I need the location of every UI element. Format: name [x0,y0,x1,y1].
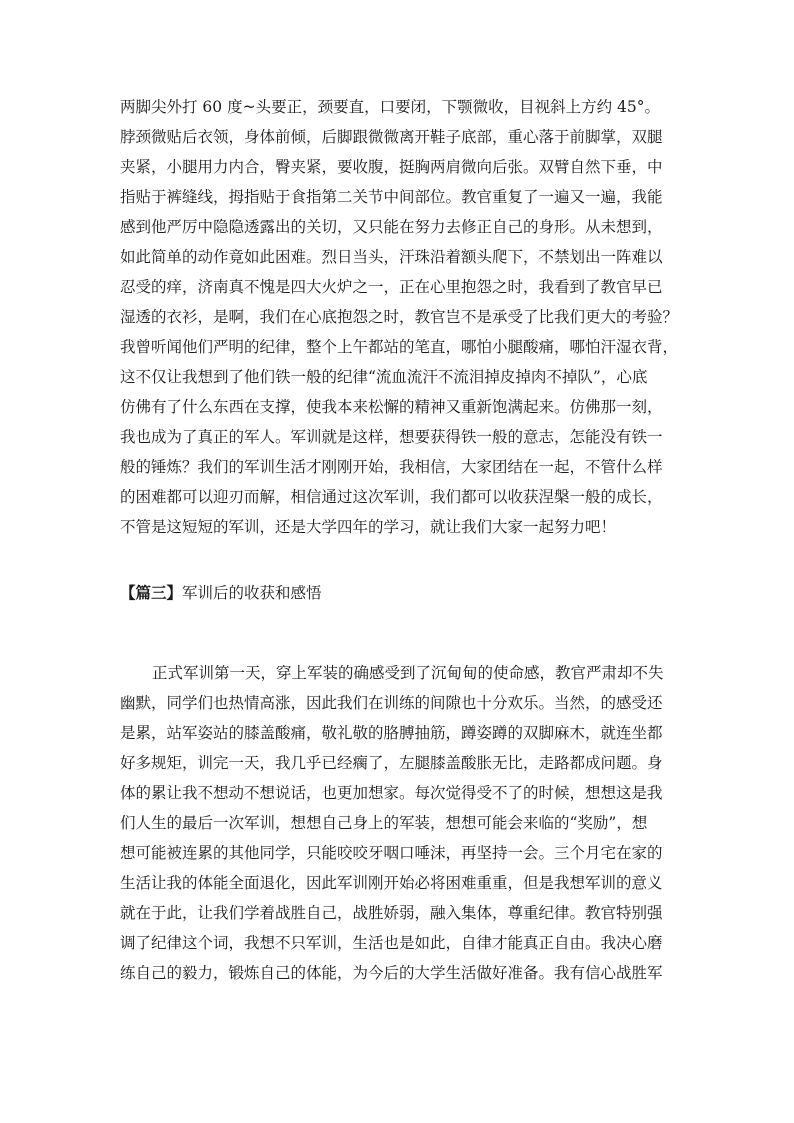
text-line: 想可能被连累的其他同学，只能咬咬牙咽口唾沫，再坚持一会。三个月宅在家的 [120,844,663,862]
text-line: 如此简单的动作竟如此困难。烈日当头，汗珠沿着额头爬下，不禁划出一阵难以 [120,248,663,266]
text-line: 两脚尖外打 60 度~头要正，颈要直，口要闭，下颚微收，目视斜上方约 45°。 [120,98,660,116]
text-line: 不管是这短短的军训，还是大学四年的学习，就让我们大家一起努力吧！ [120,518,617,536]
paragraph-2 [120,658,680,988]
paragraph-1 [120,92,680,542]
text-line: 这不仅让我想到了他们铁一般的纪律“流血流汗不流泪掉皮掉肉不掉队”，心底 [120,368,648,386]
text-line: 生活让我的体能全面退化，因此军训刚开始必将困难重重，但是我想军训的意义 [120,874,663,892]
section-heading [120,578,322,608]
text-line: 幽默，同学们也热情高涨，因此我们在训练的间隙也十分欢乐。当然，的感受还 [120,694,663,712]
text-line: 仿佛有了什么东西在支撑，使我本来松懈的精神又重新饱满起来。仿佛那一刻， [120,398,663,416]
text-line: 调了纪律这个词，我想不只军训，生活也是如此，自律才能真正自由。我决心磨 [120,934,663,952]
text-line: 忍受的痒，济南真不愧是四大火炉之一，正在心里抱怨之时，我看到了教官早已 [120,278,663,296]
text-line: 感到他严厉中隐隐透露出的关切，又只能在努力去修正自己的身形。从未想到， [120,218,663,236]
text-line: 我曾听闻他们严明的纪律，整个上午都站的笔直，哪怕小腿酸痛，哪怕汗湿衣背， [120,338,679,356]
text-line: 正式军训第一天，穿上军装的确感受到了沉甸甸的使命感，教官严肃却不失 [152,664,664,682]
text-line: 的困难都可以迎刃而解，相信通过这次军训，我们都可以收获涅槃一般的成长， [120,488,663,506]
text-line: 体的累让我不想动不想说话，也更加想家。每次觉得受不了的时候，想想这是我 [120,784,663,802]
text-line: 般的锤炼？我们的军训生活才刚刚开始，我相信，大家团结在一起，不管什么样 [120,458,663,476]
text-line: 是累，站军姿站的膝盖酸痛，敬礼敬的胳膊抽筋，蹲姿蹲的双脚麻木，就连坐都 [120,724,663,742]
text-line: 们人生的最后一次军训，想想自己身上的军装，想想可能会来临的“奖励”，想 [120,814,648,832]
text-line: 指贴于裤缝线，拇指贴于食指第二关节中间部位。教官重复了一遍又一遍，我能 [120,188,663,206]
section-title: 军训后的收获和感悟 [182,584,322,602]
text-line: 湿透的衣衫，是啊，我们在心底抱怨之时，教官岂不是承受了比我们更大的考验？ [120,308,679,326]
text-line: 就在于此，让我们学着战胜自己，战胜娇弱，融入集体，尊重纪律。教官特别强 [120,904,663,922]
text-line: 脖颈微贴后衣领，身体前倾，后脚跟微微离开鞋子底部，重心落于前脚掌，双腿 [120,128,663,146]
text-line: 我也成为了真正的军人。军训就是这样，想要获得铁一般的意志，怎能没有铁一 [120,428,663,446]
text-line: 好多规矩，训完一天，我几乎已经瘸了，左腿膝盖酸胀无比，走路都成问题。身 [120,754,663,772]
text-line: 练自己的毅力，锻炼自己的体能，为今后的大学生活做好准备。我有信心战胜军 [120,964,663,982]
section-label: 【篇三】 [120,584,183,602]
text-line: 夹紧，小腿用力内合，臀夹紧，要收腹，挺胸两肩微向后张。双臂自然下垂，中 [120,158,663,176]
